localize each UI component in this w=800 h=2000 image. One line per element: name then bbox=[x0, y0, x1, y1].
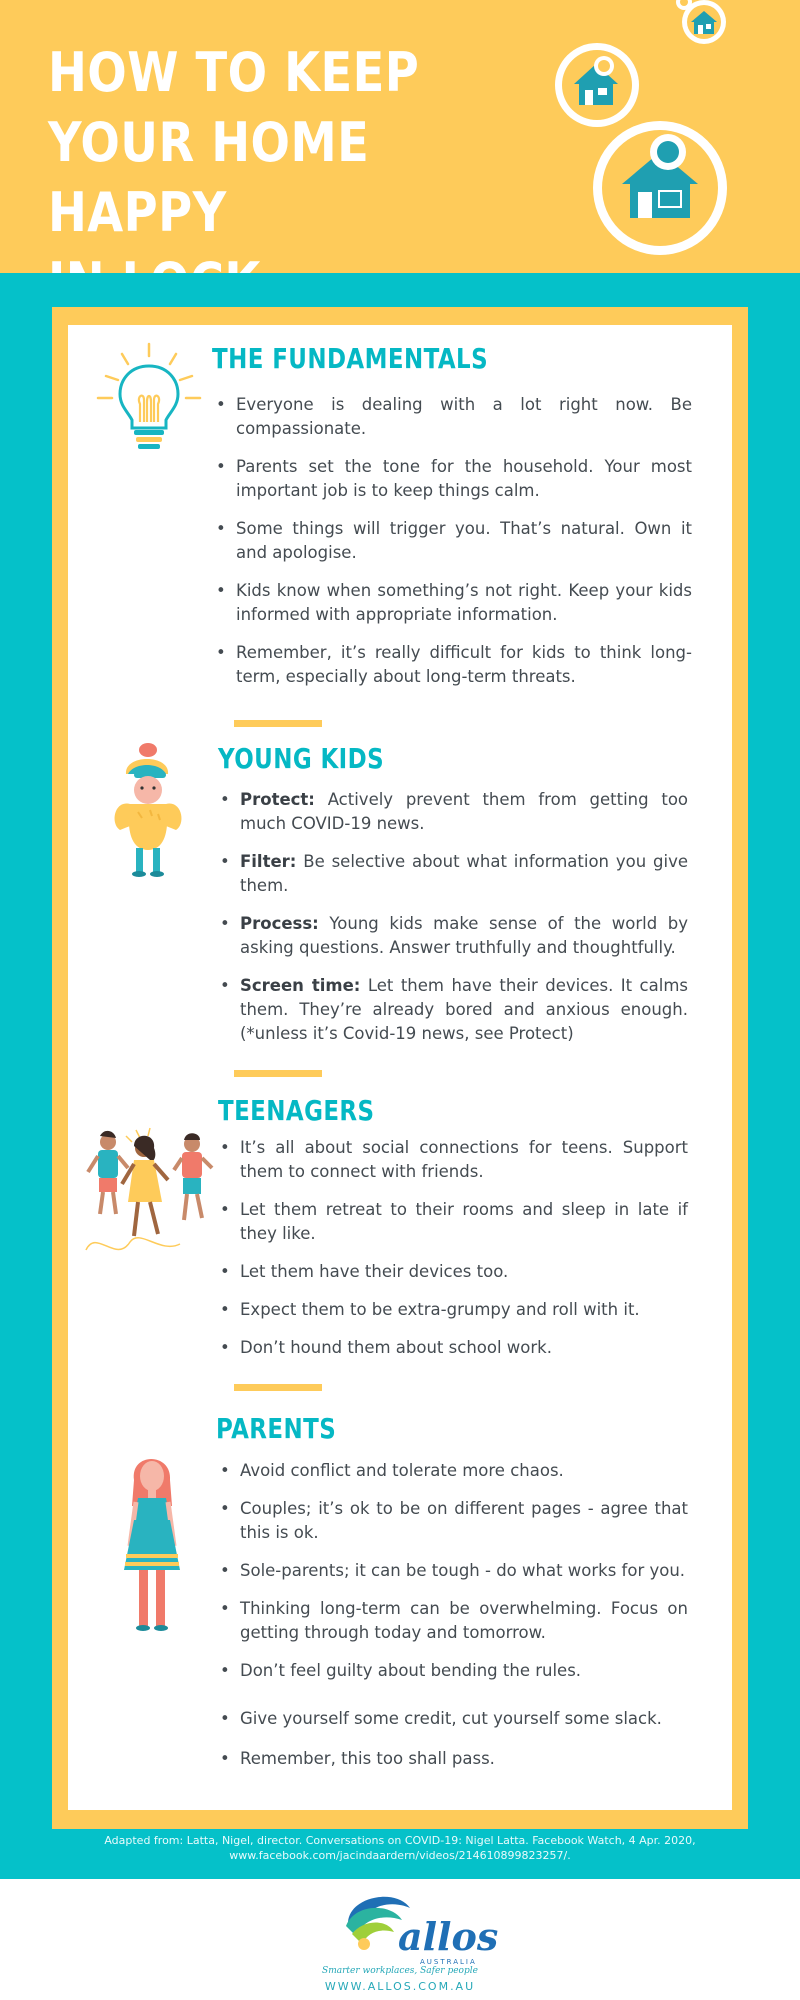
item-label: Process: bbox=[240, 914, 319, 933]
list-item bbox=[218, 974, 688, 1046]
fundamentals-list bbox=[214, 393, 692, 689]
section-title-parents: PARENTS bbox=[216, 1412, 337, 1445]
item-label: Filter: bbox=[240, 852, 297, 871]
list-item: • Don’t hound them about school work. bbox=[218, 1336, 688, 1360]
section-title-fundamentals: THE FUNDAMENTALS bbox=[212, 342, 489, 375]
section-divider bbox=[234, 720, 322, 727]
list-item: • Thinking long-term can be overwhelming. Focus on getting through today and tomorrow. bbox=[218, 1597, 688, 1645]
list-item: • Give yourself some credit, cut yourself some slack. bbox=[218, 1707, 688, 1731]
list-item bbox=[218, 788, 688, 836]
list-item: • Let them have their devices too. bbox=[218, 1260, 688, 1284]
title-line: HOW TO KEEP bbox=[48, 41, 420, 104]
list-item: • Everyone is dealing with a lot right now. Be compassionate. bbox=[214, 393, 692, 441]
list-item bbox=[218, 912, 688, 960]
list-item: • Avoid conflict and tolerate more chaos. bbox=[218, 1459, 688, 1483]
list-item: • It’s all about social connections for teens. Support them to connect with friends. bbox=[218, 1136, 688, 1184]
lightbulb-icon bbox=[94, 340, 204, 460]
house-small-icon bbox=[676, 0, 732, 50]
logo-tagline: Smarter workplaces, Safer people bbox=[322, 1966, 478, 1976]
woman-standing-icon bbox=[114, 1450, 190, 1636]
list-item: • Parents set the tone for the household. Your most important job is to keep things calm. bbox=[214, 455, 692, 503]
list-item: • Remember, this too shall pass. bbox=[218, 1747, 688, 1771]
section-divider bbox=[234, 1384, 322, 1391]
header-banner bbox=[0, 0, 800, 273]
item-text: Be selective about what information you give them. bbox=[240, 852, 688, 895]
list-item: • Let them retreat to their rooms and sleep in late if they like. bbox=[218, 1198, 688, 1246]
section-divider bbox=[234, 1070, 322, 1077]
logo-wordmark: allos bbox=[398, 1914, 499, 1959]
item-label: Screen time: bbox=[240, 976, 361, 995]
list-item: • Expect them to be extra-grumpy and roll with it. bbox=[218, 1298, 688, 1322]
item-text: Young kids make sense of the world by asking questions. Answer truthfully and thoughtfully. bbox=[240, 914, 688, 957]
website-url[interactable]: WWW.ALLOS.COM.AU bbox=[324, 1980, 476, 1993]
title-line: YOUR HOME HAPPY bbox=[48, 111, 370, 244]
item-text: Actively prevent them from getting too much COVID-19 news. bbox=[240, 790, 689, 833]
item-label: Protect: bbox=[240, 790, 315, 809]
logo-subtitle: AUSTRALIA bbox=[420, 1958, 477, 1966]
three-teens-running-icon bbox=[76, 1124, 222, 1264]
list-item: • Kids know when something’s not right. Keep your kids informed with appropriate information. bbox=[214, 579, 692, 627]
young-kids-list bbox=[218, 788, 688, 1046]
allos-logo bbox=[340, 1886, 499, 1976]
list-item: • Sole-parents; it can be tough - do what works for you. bbox=[218, 1559, 688, 1583]
list-item: • Some things will trigger you. That’s natural. Own it and apologise. bbox=[214, 517, 692, 565]
parents-list bbox=[218, 1459, 688, 1771]
section-title-teenagers: TEENAGERS bbox=[218, 1094, 375, 1127]
child-in-chick-costume-icon bbox=[108, 740, 188, 880]
list-item: • Couples; it’s ok to be on different pages - agree that this is ok. bbox=[218, 1497, 688, 1545]
list-item: • Don’t feel guilty about bending the rules. bbox=[218, 1659, 688, 1683]
source-credit bbox=[0, 1833, 800, 1863]
list-item bbox=[218, 850, 688, 898]
item-text: Let them have their devices. It calms them. They’re already bored and anxious enough. (*unless it’s Covid-19 news, see Protect) bbox=[240, 976, 688, 1043]
credit-line: Adapted from: Latta, Nigel, director. Conversations on COVID-19: Nigel Latta. Facebook Watch, 4 Apr. 2020, bbox=[104, 1834, 696, 1847]
house-medium-icon bbox=[552, 40, 642, 130]
house-large-icon bbox=[590, 118, 730, 258]
section-title-young-kids: YOUNG KIDS bbox=[218, 742, 385, 775]
list-item: • Remember, it’s really difficult for kids to think long-term, especially about long-term threats. bbox=[214, 641, 692, 689]
credit-url: www.facebook.com/jacindaardern/videos/214610899823257/. bbox=[229, 1849, 571, 1862]
teenagers-list bbox=[218, 1136, 688, 1360]
